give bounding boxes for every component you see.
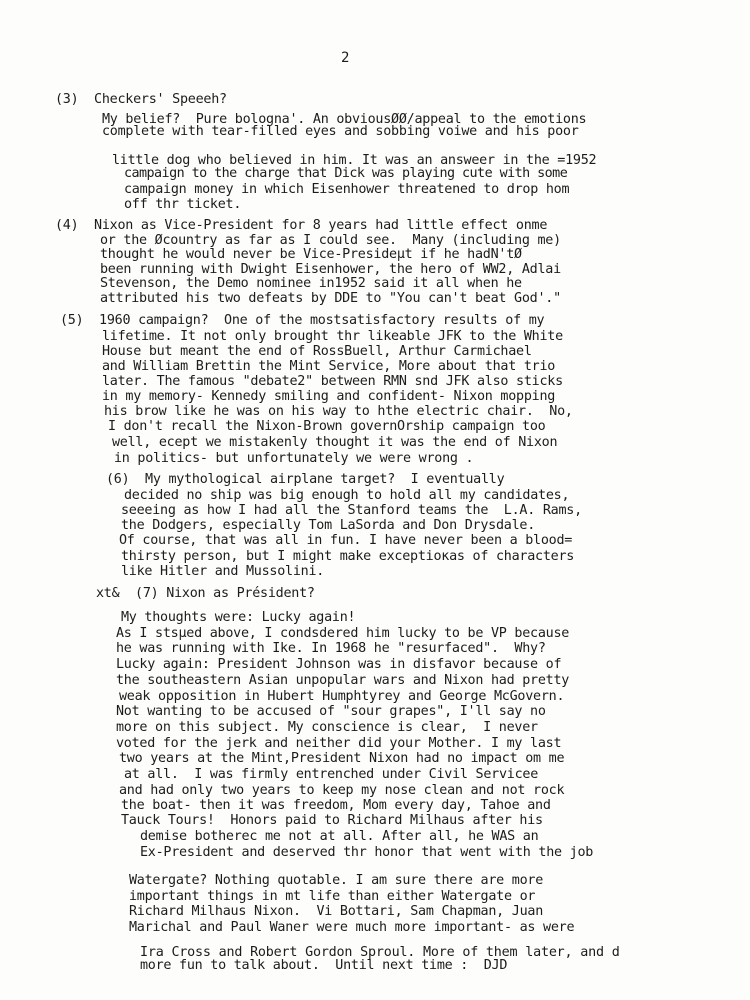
text-line: been running with Dwight Eisenhower, the hero of WW2, Adlai <box>100 262 561 277</box>
text-line: thought he would never be Vice-Presideμt if he hadN'tØ <box>100 247 522 262</box>
text-line: House but meant the end of RossBuell, Arthur Carmichael <box>102 344 532 359</box>
text-line: the southeastern Asian unpopular wars and Nixon had pretty <box>116 673 570 688</box>
text-line: the Dodgers, especially Tom LaSorda and Don Drysdale. <box>121 518 536 533</box>
text-line: Stevenson, the Demo nominee in1952 said it all when he <box>100 276 522 291</box>
section-3-heading: (3) Checkers' Speeeh? <box>55 92 227 107</box>
text-line: and William Brettin the Mint Service, More about that trio <box>102 359 556 374</box>
text-line: at all. I was firmly entrenched under Civil Servicee <box>124 767 539 782</box>
text-line: in politics- but unfortunately we were wrong . <box>114 451 474 466</box>
text-line: like Hitler and Mussolini. <box>121 564 325 579</box>
text-line: Marichal and Paul Waner were much more important- as were <box>129 920 575 935</box>
text-line: My belief? Pure bologna'. An obviousØØ/appeal to the emotions <box>102 112 587 127</box>
watergate-line: Watergate? Nothing quotable. I am sure there are more <box>129 873 544 888</box>
text-line: Richard Milhaus Nixon. Vi Bottari, Sam Chapman, Juan <box>129 904 544 919</box>
section-4-line: (4) Nixon as Vice-President for 8 years had little effect onme <box>55 218 548 233</box>
text-line: Tauck Tours! Honors paid to Richard Milhaus after his <box>121 813 543 828</box>
text-line: he was running with Ike. In 1968 he "resurfaced". Why? <box>116 641 546 656</box>
text-line: Ex-President and deserved thr honor that went with the job <box>140 845 594 860</box>
text-line: voted for the jerk and neither did your Mother. I my last <box>116 736 562 751</box>
text-line: important things in mt life than either Watergate or <box>129 889 536 904</box>
text-line: Not wanting to be accused of "sour grapes", I'll say no <box>116 704 546 719</box>
text-line: Of course, that was all in fun. I have never been a blood= <box>119 533 573 548</box>
text-line: decided no ship was big enough to hold all my candidates, <box>124 488 570 503</box>
text-line: demise botherec me not at all. After all, he WAS an <box>140 829 539 844</box>
text-line: off thr ticket. <box>124 197 242 212</box>
text-line: complete with tear-filled eyes and sobbing voiwe and his poor <box>102 124 579 139</box>
text-line: in my memory- Kennedy smiling and confident- Nixon mopping <box>102 389 556 404</box>
text-line: I don't recall the Nixon-Brown governOrship campaign too <box>108 419 546 434</box>
text-line: thirsty person, but I might make exceptioκas of characters <box>121 549 575 564</box>
text-line: the boat- then it was freedom, Mom every day, Tahoe and <box>121 798 551 813</box>
text-line: campaign money in which Eisenhower threatened to drop hom <box>124 182 570 197</box>
text-line: and had only two years to keep my nose clean and not rock <box>119 783 565 798</box>
text-line: lifetime. It not only brought thr likeable JFK to the White <box>102 329 563 344</box>
text-line: attributed his two defeats by DDE to "You can't beat God'." <box>100 291 561 306</box>
section-7-heading: xt& (7) Nixon as Président? <box>96 586 315 601</box>
text-line: well, ecept we mistakenly thought it was the end of Nixon <box>112 435 558 450</box>
text-line: campaign to the charge that Dick was playing cute with some <box>124 166 568 181</box>
page-number: 2 <box>341 50 350 66</box>
section-6-line: (6) My mythological airplane target? I eventually <box>106 472 505 487</box>
section-5-line: (5) 1960 campaign? One of the mostsatisfactory results of my <box>60 313 545 328</box>
text-line: little dog who believed in him. It was an answeer in the =1952 <box>112 153 597 168</box>
closing-line: more fun to talk about. Until next time : DJD <box>140 958 508 973</box>
text-line: two years at the Mint,President Nixon had no impact om me <box>119 751 565 766</box>
text-line: or the Øcountry as far as I could see. Many (including me) <box>100 233 561 248</box>
text-line: As I stsµed above, I condsdered him lucky to be VP because <box>116 626 570 641</box>
text-line: Ira Cross and Robert Gordon Sproul. More of them later, and d <box>140 945 620 960</box>
text-line: Lucky again: President Johnson was in disfavor because of <box>116 657 562 672</box>
text-line: seeeing as how I had all the Stanford teams the L.A. Rams, <box>121 503 582 518</box>
text-line: his brow like he was on his way to hthe electric chair. No, <box>104 404 573 419</box>
text-line: later. The famous "debate2" between RMN snd JFK also sticks <box>102 374 563 389</box>
text-line: My thoughts were: Lucky again! <box>121 610 356 625</box>
text-line: more on this subject. My conscience is clear, I never <box>116 720 538 735</box>
text-line: weak opposition in Hubert Humphtyrey and George McGovern. <box>119 689 565 704</box>
